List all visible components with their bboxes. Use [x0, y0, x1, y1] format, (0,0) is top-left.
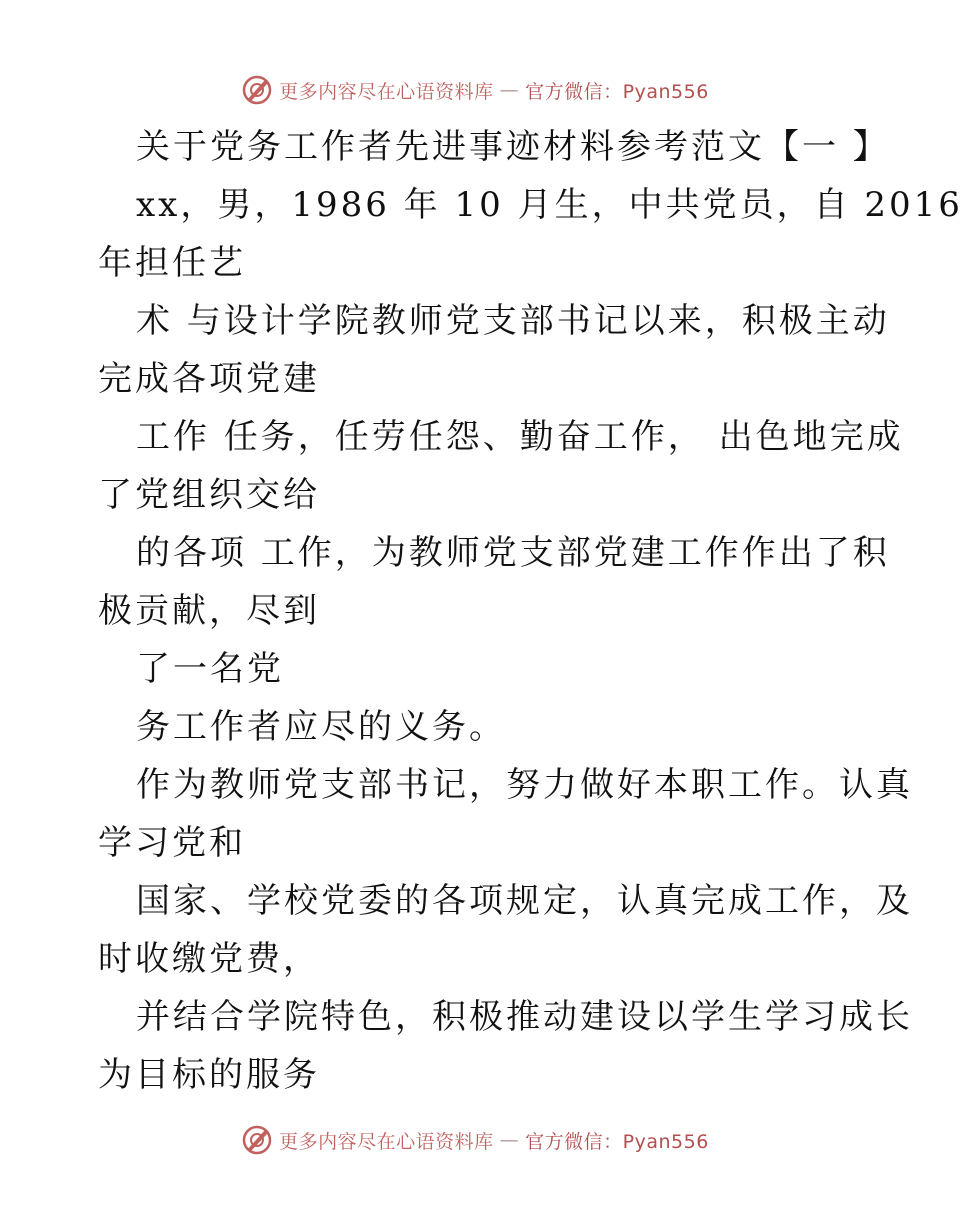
- document-body: [98, 118, 963, 1104]
- footer-banner: [0, 1120, 950, 1160]
- text-line: 了一名党: [136, 649, 284, 689]
- text-line: 极贡献，尽到: [98, 591, 320, 631]
- text-line: 国家、学校党委的各项规定，认真完成工作，及: [136, 881, 913, 921]
- document-title: 关于党务工作者先进事迹材料参考范文【一 】: [136, 127, 890, 167]
- footer-text: 更多内容尽在心语资料库: [279, 1130, 494, 1153]
- text-line: 年担任艺: [98, 243, 246, 283]
- text-line: 时收缴党费，: [98, 939, 320, 979]
- header-wechat: 官方微信：Pyan556: [525, 80, 709, 103]
- text-line: 并结合学院特色，积极推动建设以学生学习成长: [136, 997, 913, 1037]
- text-line: 的各项 工作，为教师党支部党建工作作出了积: [136, 533, 890, 573]
- footer-wechat: 官方微信：Pyan556: [525, 1130, 709, 1153]
- text-line: 作为教师党支部书记，努力做好本职工作。认真: [136, 765, 913, 805]
- header-separator: —: [499, 79, 520, 101]
- text-line: 务工作者应尽的义务。: [136, 707, 506, 747]
- quill-pen-logo-icon: [241, 74, 273, 106]
- text-line: xx，男，1986 年 10 月生，中共党员，自 2016: [136, 185, 963, 225]
- header-text: 更多内容尽在心语资料库: [279, 80, 494, 103]
- footer-separator: —: [499, 1129, 520, 1151]
- text-line: 为目标的服务: [98, 1055, 320, 1095]
- text-line: 工作 任务，任劳任怨、勤奋工作， 出色地完成: [136, 417, 904, 457]
- text-line: 学习党和: [98, 823, 246, 863]
- text-line: 术 与设计学院教师党支部书记以来，积极主动: [136, 301, 890, 341]
- text-line: 了党组织交给: [98, 475, 320, 515]
- text-line: 完成各项党建: [98, 359, 320, 399]
- header-banner: [0, 70, 950, 110]
- quill-pen-logo-icon: [241, 1124, 273, 1156]
